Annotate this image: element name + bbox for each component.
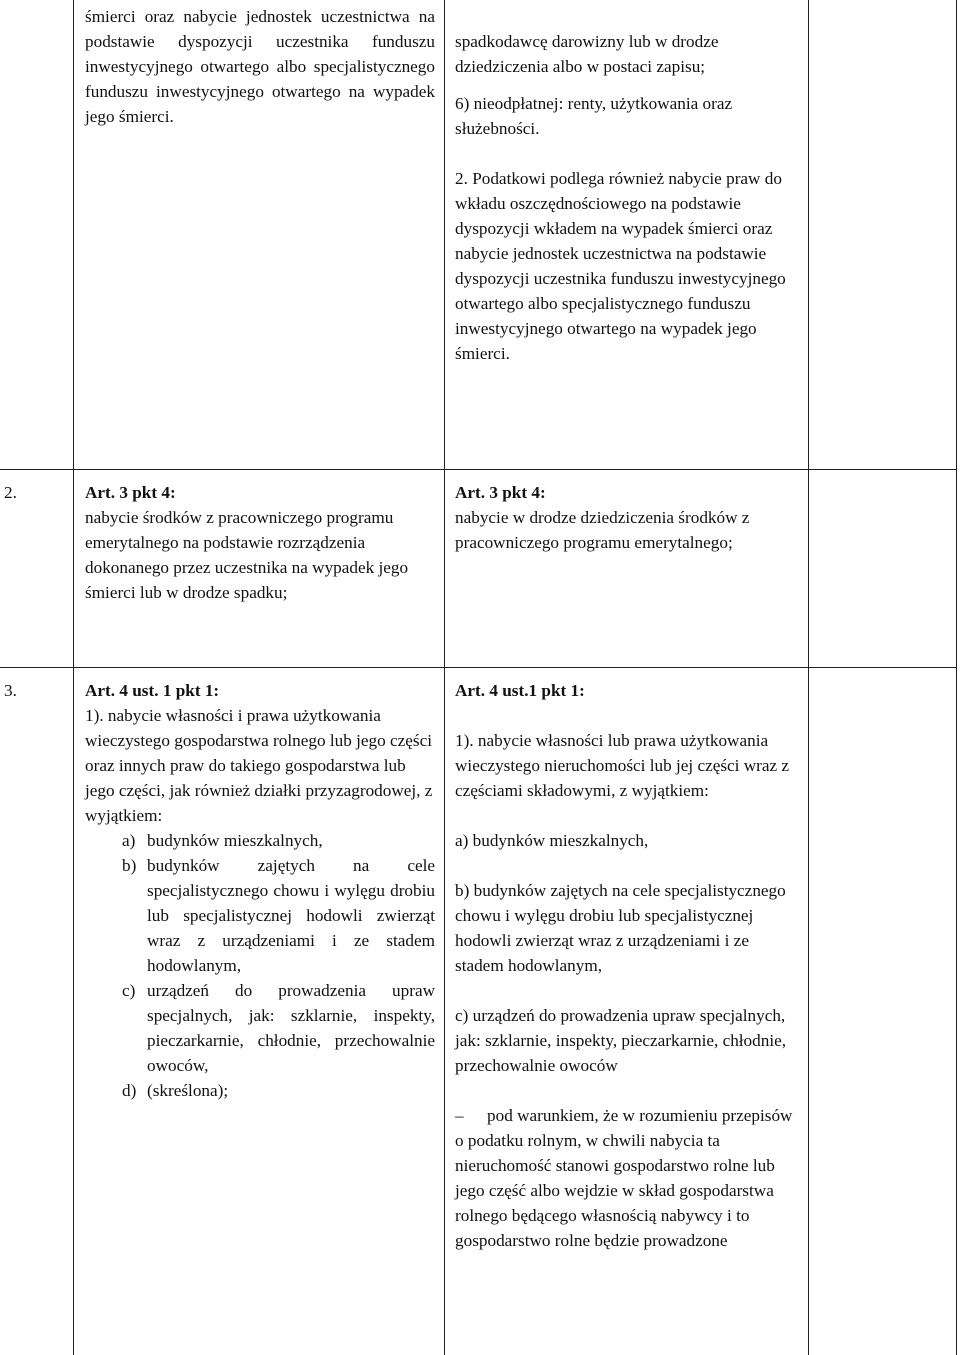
row2-col3-cell (455, 480, 800, 555)
row3-col3-condition: pod warunkiem, że w rozumieniu przepisów o podatku rolnym, w chwili nabycia ta nieruchomość stanowi gospodarstwo rolne lub jego część albo wejdzie w skład gospodarstwa rolnego będącego własnością nabywcy i to gospodarstwo rolne będzie prowadzone (455, 1106, 793, 1250)
table-border-col2 (444, 0, 445, 1355)
row3-col2-heading: Art. 4 ust. 1 pkt 1: (85, 681, 220, 700)
row-divider-2 (0, 667, 957, 668)
row3-col3-heading: Art. 4 ust.1 pkt 1: (455, 681, 585, 700)
list-item: a) budynków mieszkalnych, (122, 831, 323, 850)
list-item: c) urządzeń do prowadzenia upraw specjalnych, jak: szklarnie, inspekty, pieczarkarnie, chłodnie, przechowalnie owoców, (122, 981, 435, 1075)
row-divider-1 (0, 469, 957, 470)
list-item: d) (skreślona); (122, 1081, 229, 1100)
list-item: b) budynków zajętych na cele specjalistycznego chowu i wylęgu drobiu lub specjalistycznej hodowli zwierząt wraz z urządzeniami i ze stadem hodowlanym, (122, 856, 435, 975)
row3-col3-cell (455, 678, 800, 1253)
top-row-col3-cell (455, 29, 800, 366)
top-row-col2-text: śmierci oraz nabycie jednostek uczestnictwa na podstawie dyspozycji uczestnika funduszu inwestycyjnego otwartego albo specjalistycznego funduszu inwestycyjnego otwartego na wypadek jego śmierci. (85, 7, 435, 126)
row3-col3-item-b: b) budynków zajętych na cele specjalistycznego chowu i wylęgu drobiu lub specjalistycznej hodowli zwierząt wraz z urządzeniami i ze stadem hodowlanym, (455, 881, 786, 975)
row3-col3-item-a: a) budynków mieszkalnych, (455, 831, 649, 850)
row2-col3-text: nabycie w drodze dziedziczenia środków z pracowniczego programu emerytalnego; (455, 508, 750, 552)
row3-number: 3. (4, 681, 17, 700)
dash-symbol: – (455, 1106, 464, 1125)
row3-col3-item-c: c) urządzeń do prowadzenia upraw specjalnych, jak: szklarnie, inspekty, pieczarkarnie, chłodnie, przechowalnie owoców (455, 1006, 787, 1075)
row3-col2-intro: 1). nabycie własności i prawa użytkowania wieczystego gospodarstwa rolnego lub jego części oraz innych praw do takiego gospodarstwa lub jego części, jak również działki przyzagrodowej, z wyjątkiem: (85, 706, 433, 825)
table-border-left (73, 0, 74, 1355)
row2-col2-cell (85, 480, 435, 605)
row3-col2-list (85, 828, 435, 1103)
row3-col3-intro: 1). nabycie własności lub prawa użytkowania wieczystego nieruchomości lub jej części wraz z częściami składowymi, z wyjątkiem: (455, 731, 790, 800)
top-row-col3-line1: spadkodawcę darowizny lub w drodze dziedziczenia albo w postaci zapisu; (455, 32, 719, 76)
row3-col3-condition-para (455, 1103, 800, 1253)
row2-col2-heading: Art. 3 pkt 4: (85, 483, 176, 502)
table-border-col3 (808, 0, 809, 1355)
top-row-col3-item6: 6) nieodpłatnej: renty, użytkowania oraz służebności. (455, 94, 733, 138)
row3-col2-cell (85, 678, 435, 1103)
row2-number: 2. (4, 483, 17, 502)
table-border-right (956, 0, 957, 1355)
top-row-col2-cell (85, 4, 435, 129)
row2-col2-text: nabycie środków z pracowniczego programu emerytalnego na podstawie rozrządzenia dokonanego przez uczestnika na wypadek jego śmierci lub w drodze spadku; (85, 508, 409, 602)
top-row-col3-para2: 2. Podatkowi podlega również nabycie praw do wkładu oszczędnościowego na podstawie dyspozycji wkładem na wypadek śmierci oraz nabycie jednostek uczestnictwa na podstawie dyspozycji uczestnika funduszu inwestycyjnego otwartego albo specjalistycznego funduszu inwestycyjnego otwartego na wypadek jego śmierci. (455, 169, 786, 363)
row2-col3-heading: Art. 3 pkt 4: (455, 483, 546, 502)
